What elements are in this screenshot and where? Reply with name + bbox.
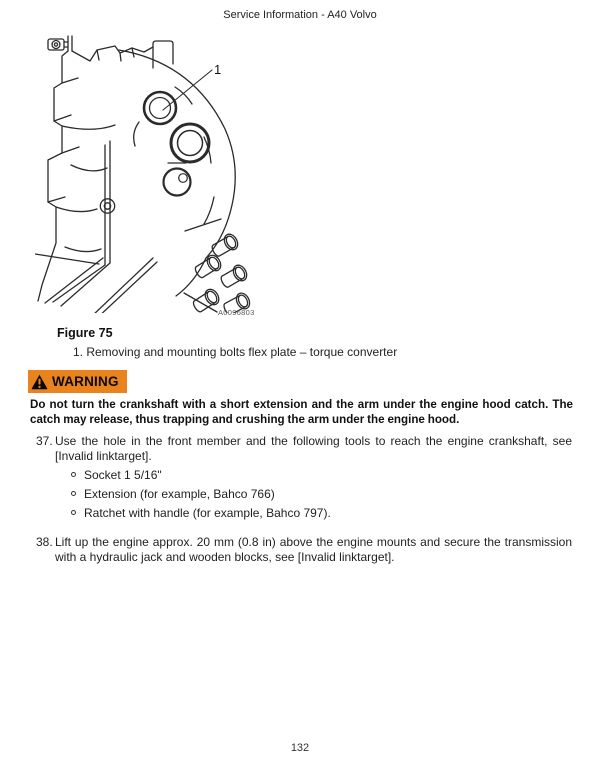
- step-number: 37.: [36, 434, 53, 448]
- page-number: 132: [290, 742, 310, 754]
- warning-text: Do not turn the crankshaft with a short extension and the arm under the engine hood catch. The catch may release, thus trapping and crushing the arm under the engine hood.: [30, 398, 573, 426]
- step-text: Lift up the engine approx. 20 mm (0.8 in) above the engine mounts and secure the transmission with a hydraulic jack and wooden blocks, see [Invalid linktarget].: [55, 535, 572, 564]
- bullet-text: Ratchet with handle (for example, Bahco 797).: [84, 506, 331, 520]
- step-text: Use the hole in the front member and the following tools to reach the engine crankshaft, see [Invalid linktarget].: [55, 434, 572, 463]
- bullet-text: Socket 1 5/16": [84, 468, 162, 482]
- step-number: 38.: [36, 535, 53, 549]
- warning-triangle-icon: [31, 374, 48, 390]
- bullet-text: Extension (for example, Bahco 766): [84, 487, 275, 501]
- figure-callout-1: 1: [214, 62, 222, 77]
- step-item-37: [36, 434, 573, 464]
- warning-box: [28, 370, 127, 393]
- figure-caption-item: 1. Removing and mounting bolts flex plate – torque converter: [73, 345, 398, 359]
- bullet-circle-icon: [71, 510, 76, 515]
- list-item: [71, 485, 331, 504]
- warning-label: WARNING: [52, 374, 119, 389]
- tool-bullet-list: [71, 466, 331, 523]
- page-header-title: Service Information - A40 Volvo: [223, 9, 377, 21]
- figure-image-id: A0096803: [218, 308, 255, 317]
- step-item-38: [36, 535, 573, 565]
- figure-caption-title: Figure 75: [57, 326, 113, 340]
- list-item: [71, 466, 331, 485]
- bullet-circle-icon: [71, 472, 76, 477]
- flex-plate-diagram: [35, 35, 295, 313]
- bullet-circle-icon: [71, 491, 76, 496]
- list-item: [71, 504, 331, 523]
